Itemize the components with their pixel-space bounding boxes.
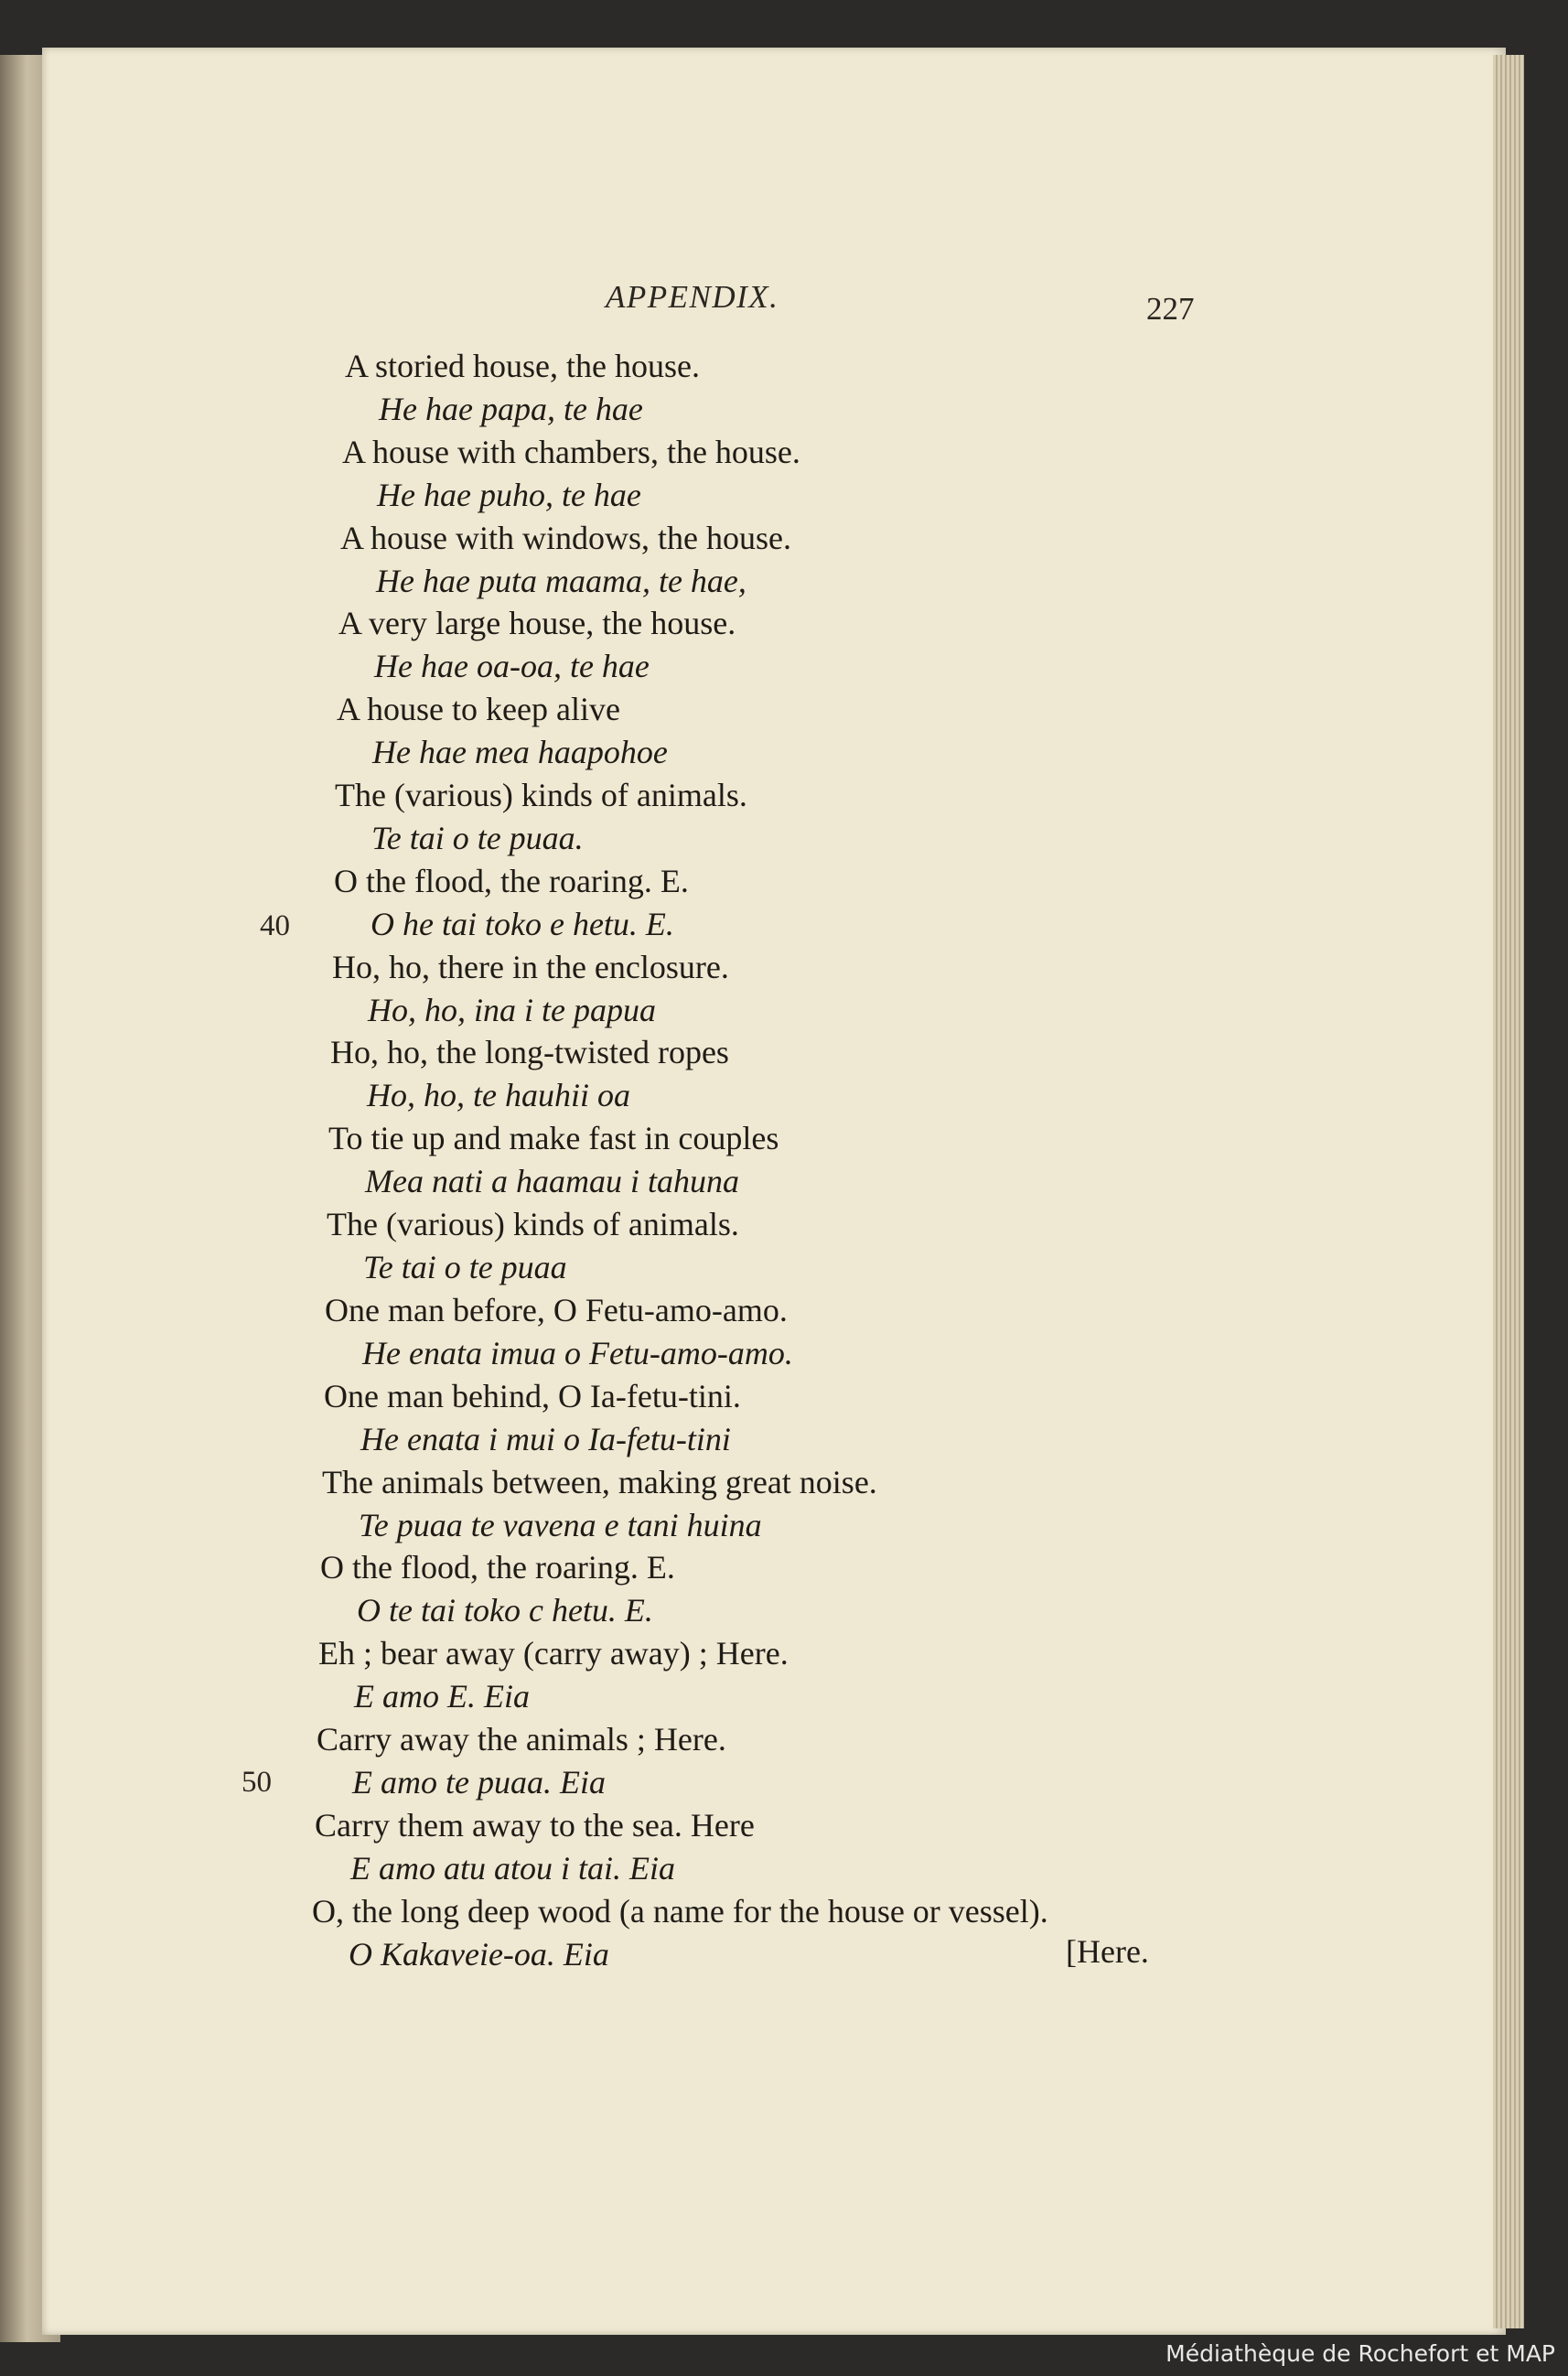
verse-line-translation: He enata imua o Fetu-amo-amo. [362, 1335, 793, 1371]
verse-line: O the flood, the roaring. E. [334, 863, 689, 899]
verse-line-translation: He hae oa-oa, te hae [374, 648, 650, 684]
verse-line: A very large house, the house. [338, 605, 736, 641]
verse-line-translation: O Kakaveie-oa. Eia [349, 1936, 609, 1973]
line-number: 40 [260, 909, 290, 942]
bracketed-continuation: [Here. [1066, 1933, 1149, 1970]
verse-line: Ho, ho, there in the enclosure. [332, 949, 729, 985]
verse-line-translation: He hae mea haapohoe [372, 734, 668, 770]
verse-line: One man before, O Fetu-amo-amo. [325, 1292, 788, 1328]
verse-line-translation: He hae puho, te hae [377, 477, 641, 513]
verse-line: One man behind, O Ia-fetu-tini. [324, 1378, 741, 1414]
verse-line-translation: He hae papa, te hae [379, 391, 643, 427]
verse-line: To tie up and make fast in couples [328, 1120, 779, 1156]
verse-line-translation: He enata i mui o Ia-fetu-tini [360, 1421, 731, 1457]
verse-line-translation: Te puaa te vavena e tani huina [359, 1507, 762, 1543]
verse-line-translation: Ho, ho, te hauhii oa [367, 1077, 630, 1113]
verse-line: O the flood, the roaring. E. [320, 1549, 675, 1586]
verse-line-translation: E amo te puaa. Eia [352, 1764, 606, 1801]
verse-line: Eh ; bear away (carry away) ; Here. [318, 1635, 789, 1672]
verse-line-translation: O he tai toko e hetu. E. [371, 906, 674, 942]
verse-line: O, the long deep wood (a name for the house or vessel). [312, 1893, 1048, 1930]
page-number: 227 [1146, 291, 1195, 327]
line-number: 50 [242, 1766, 272, 1799]
verse-line: The animals between, making great noise. [322, 1464, 877, 1500]
verse-line-translation: O te tai toko c hetu. E. [357, 1592, 653, 1629]
verse-line: Carry away the animals ; Here. [317, 1721, 726, 1758]
verse-line-translation: Te tai o te puaa [363, 1249, 567, 1285]
verse-line: Carry them away to the sea. Here [315, 1807, 755, 1844]
verse-line-translation: Ho, ho, ina i te papua [368, 992, 656, 1028]
verse-line-translation: Mea nati a haamau i tahuna [365, 1163, 739, 1199]
verse-line: The (various) kinds of animals. [327, 1206, 739, 1242]
verse-line: Ho, ho, the long-twisted ropes [330, 1034, 729, 1070]
running-header: APPENDIX. [606, 279, 779, 315]
verse-line-translation: E amo atu atou i tai. Eia [350, 1850, 675, 1887]
verse-line-translation: E amo E. Eia [354, 1678, 530, 1715]
verse-line: A house with chambers, the house. [342, 434, 800, 470]
verse-line-translation: Te tai o te puaa. [371, 820, 584, 856]
source-credit: Médiathèque de Rochefort et MAP [1165, 2340, 1555, 2367]
verse-line: The (various) kinds of animals. [335, 777, 747, 813]
verse-line: A house to keep alive [337, 691, 620, 727]
verse-line: A storied house, the house. [345, 348, 700, 384]
verse-line: A house with windows, the house. [340, 520, 791, 556]
verse-line-translation: He hae puta maama, te hae, [376, 563, 746, 599]
